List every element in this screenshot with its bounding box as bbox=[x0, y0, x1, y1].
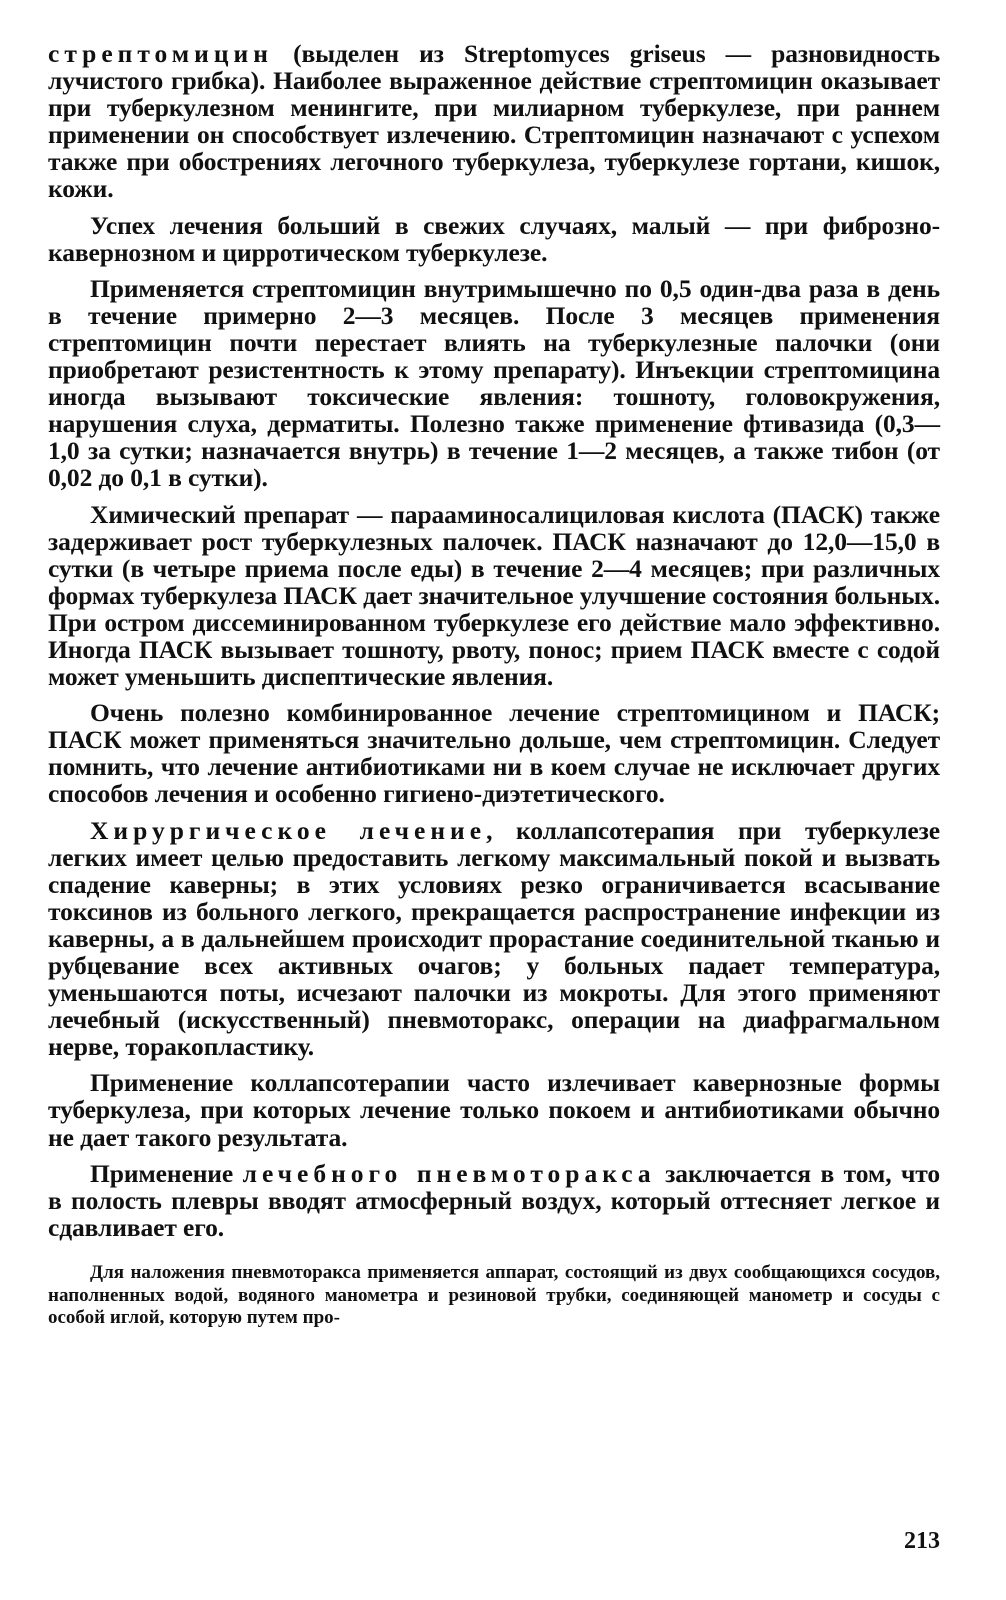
paragraph-surgical-treatment bbox=[48, 817, 940, 1061]
paragraph-pask: Химический препарат — парааминосалициловая кислота (ПАСК) также задерживает рост туберкулезных палочек. ПАСК назначают до 12,0—15,0 в сутки (в четыре приема после еды) в течение 2—4 месяцев; при различных формах туберкулеза ПАСК дает значительное улучшение состояния больных. При остром диссеминированном туберкулезе его действие мало эффективно. Иногда ПАСК вызывает тошноту, рвоту, понос; прием ПАСК вместе с содой может уменьшить диспептические явления. bbox=[48, 499, 940, 692]
paragraph-collapse-therapy: Применение коллапсотерапии часто излечивает кавернозные формы туберкулеза, при которых лечение только покоем и антибиотиками обычно не дает такого результата. bbox=[48, 1068, 940, 1152]
paragraph-streptomycin bbox=[48, 40, 940, 203]
small-print-note: Для наложения пневмоторакса применяется аппарат, состоящий из двух сообщающихся сосудов, наполненных водой, водяного манометра и резиновой трубки, соединяющей манометр и сосуды с особой иглой, которую путем про- bbox=[48, 1261, 940, 1329]
paragraph-text: , коллапсотерапия при туберкулезе легких имеет целью предоставить легкому максимальный покой и вызвать спадение каверны; в этих условиях резко ограничивается всасывание токсинов из больного легкого, прекращается распространение инфекции из каверны, а в дальнейшем происходит прорастание соединительной тканью и рубцевание всех активных очагов; у больных падает температура, уменьшаются поты, исчезают палочки из мокроты. Для этого применяют лечебный (искусственный) пневмоторакс, операции на диафрагмальном нерве, торакопластику. bbox=[48, 815, 941, 1062]
page-number: 213 bbox=[904, 1528, 940, 1554]
paragraph-streptomycin-dosage: Применяется стрептомицин внутримышечно по 0,5 один-два раза в день в течение примерно 2—3 месяцев. После 3 месяцев применения стрептомицин почти перестает влиять на туберкулезные палочки (они приобретают резистентность к этому препарату). Инъекции стрептомицина иногда вызывают токсические явления: тошноту, головокружения, нарушения слуха, дерматиты. Полезно также применение фтивазида (0,3—1,0 за сутки; назначается внутрь) в течение 1—2 месяцев, а также тибон (от 0,02 до 0,1 в сутки). bbox=[48, 273, 940, 493]
paragraph-pneumothorax bbox=[48, 1160, 940, 1241]
term-streptomycin: стрептомицин bbox=[48, 39, 273, 68]
paragraph-treatment-success: Успех лечения больший в свежих случаях, малый — при фиброзно-кавернозном и цирротическом туберкулезе. bbox=[48, 210, 940, 267]
paragraph-text: заключается в том, что в полость плевры вводят атмосферный воздух, который оттесняет легкое и сдавливает его. bbox=[48, 1158, 941, 1242]
paragraph-prefix: Применение bbox=[90, 1158, 243, 1188]
page-text bbox=[48, 40, 940, 1330]
paragraph-combined-treatment: Очень полезно комбинированное лечение стрептомицином и ПАСК; ПАСК может применяться значительно дольше, чем стрептомицин. Следует помнить, что лечение антибиотиками ни в коем случае не исключает других способов лечения и особенно гигиено-диэтетического. bbox=[48, 698, 940, 809]
term-pneumothorax: лечебного пневмоторакса bbox=[242, 1158, 656, 1188]
term-surgical-treatment: Хирургическое лечение bbox=[90, 815, 487, 845]
paragraph-text: (выделен из Streptomyces griseus — разновидность лучистого грибка). Наиболее выраженное действие стрептомицин оказывает при туберкулезном менингите, при милиарном туберкулезе, при раннем применении он способствует излечению. Стрептомицин назначают с успехом также при обострениях легочного туберкулеза, туберкулезе гортани, кишок, кожи. bbox=[48, 39, 940, 204]
